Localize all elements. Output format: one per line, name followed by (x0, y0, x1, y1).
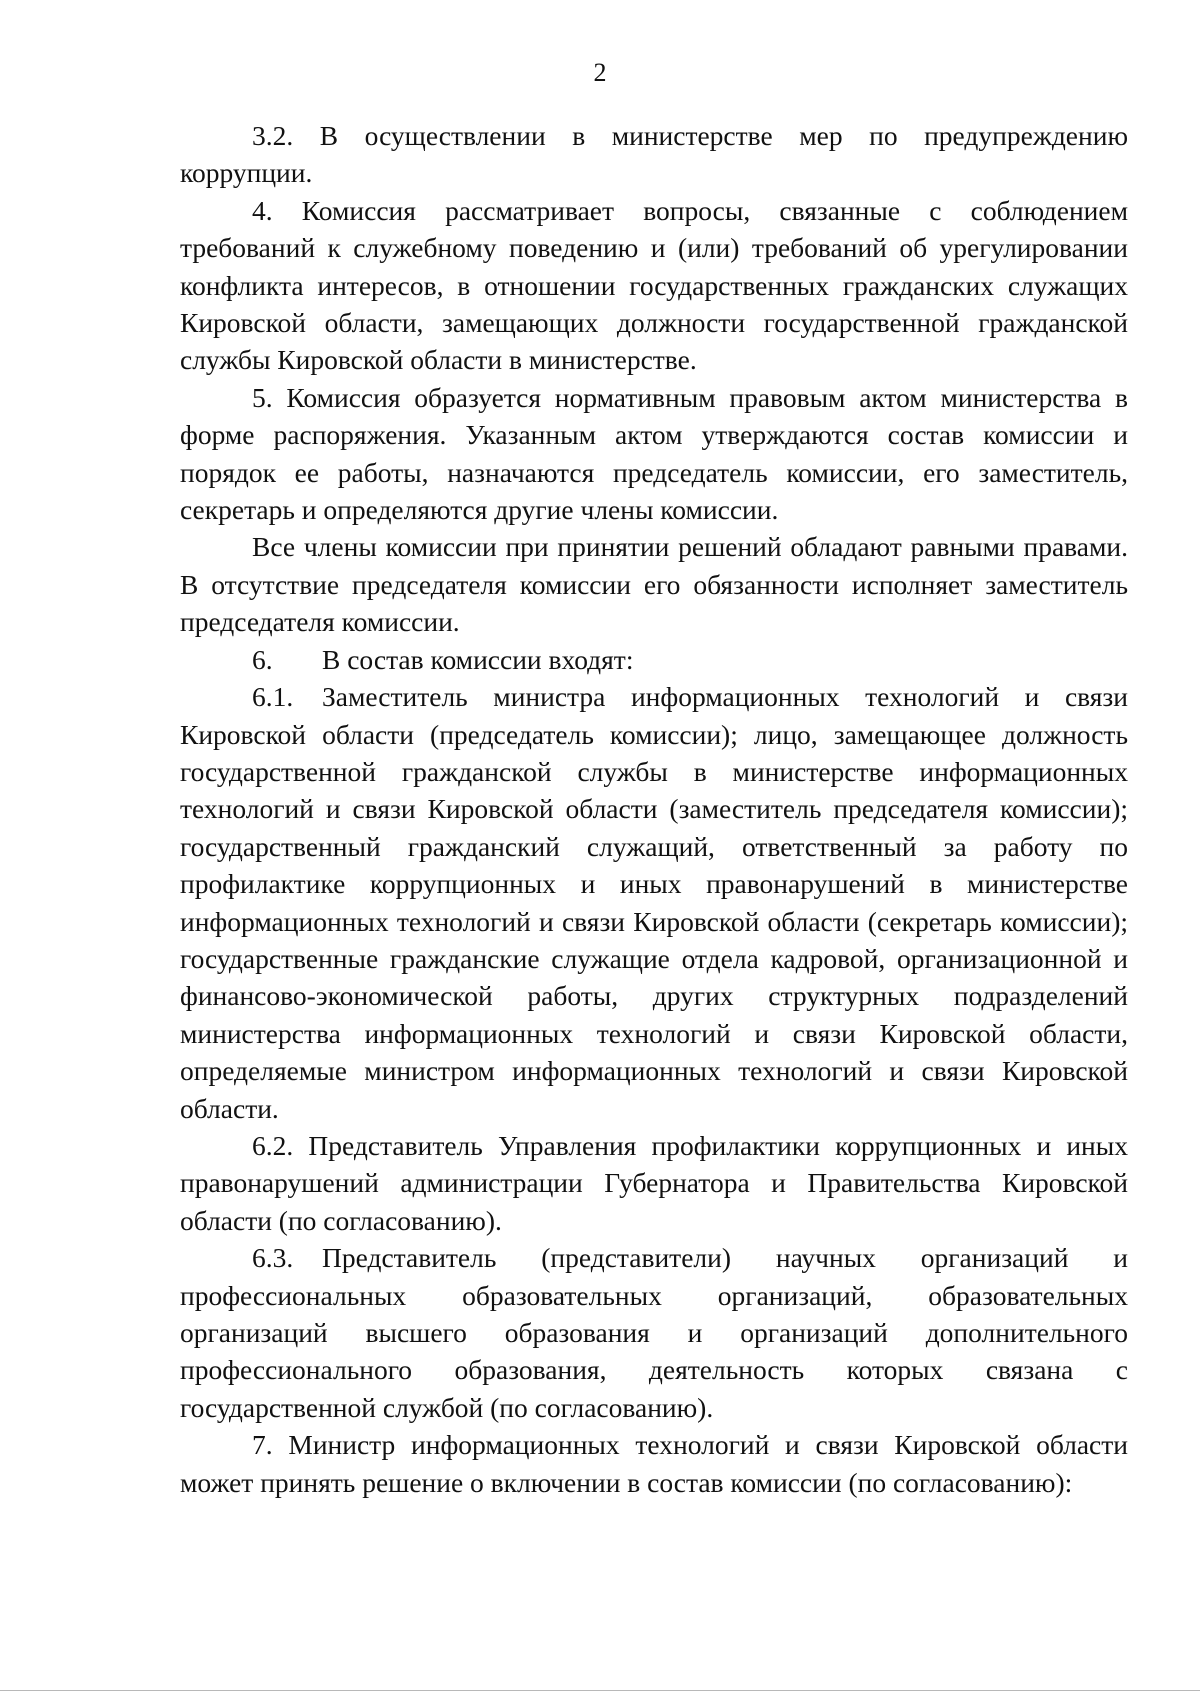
document-body (180, 117, 1128, 1501)
paragraph-6-2: 6.2. Представитель Управления профилактики коррупционных и иных правонарушений администрации Губернатора и Правительства Кировской области (по согласованию). (180, 1129, 1128, 1236)
paragraph-6-1 (180, 678, 1128, 1127)
paragraph-6 (180, 641, 1128, 678)
paragraph-3-2: 3.2. В осуществлении в министерстве мер по предупреждению коррупции. (180, 120, 1128, 189)
item-number: 6. (252, 643, 273, 675)
item-number: 6.3. (252, 1242, 294, 1274)
paragraph-5: 5. Комиссия образуется нормативным правовым актом министерства в форме распоряжения. Указанным актом утверждаются состав комиссии и порядок ее работы, назначаются председатель комиссии, его заместитель, секретарь и определяются другие члены комиссии. (180, 381, 1128, 526)
item-number: 6.1. (252, 681, 294, 713)
scan-edge-line (0, 1690, 1200, 1691)
paragraph-members-rights: Все члены комиссии при принятии решений обладают равными правами. В отсутствие председателя комиссии его обязанности исполняет заместитель председателя комиссии. (180, 531, 1128, 638)
paragraph-7: 7. Министр информационных технологий и связи Кировской области может принять решение о включении в состав комиссии (по согласованию): (180, 1429, 1128, 1498)
paragraph-6-3 (180, 1239, 1128, 1426)
item-text: Представитель (представители) научных организаций и профессиональных образовательных организаций, образовательных организаций высшего образования и организаций дополнительного профессионального образования, деятельность которых связана с государственной службой (по согласованию). (180, 1242, 1128, 1423)
paragraph-4: 4. Комиссия рассматривает вопросы, связанные с соблюдением требований к служебному поведению и (или) требований об урегулировании конфликта интересов, в отношении государственных гражданских служащих Кировской области, замещающих должности государственной гражданской службы Кировской области в министерстве. (180, 194, 1128, 376)
item-text: Заместитель министра информационных технологий и связи Кировской области (председатель комиссии); лицо, замещающее должность государственной гражданской службы в министерстве информационных технологий и связи Кировской области (заместитель председателя комиссии); государственный гражданский служащий, ответственный за работу по профилактике коррупционных и иных правонарушений в министерстве информационных технологий и связи Кировской области (секретарь комиссии); государственные гражданские служащие отдела кадровой, организационной и финансово-экономической работы, других структурных подразделений министерства информационных технологий и связи Кировской области, определяемые министром информационных технологий и связи Кировской области. (180, 681, 1128, 1124)
page-number: 2 (593, 58, 607, 87)
item-text: В состав комиссии входят: (322, 643, 634, 675)
